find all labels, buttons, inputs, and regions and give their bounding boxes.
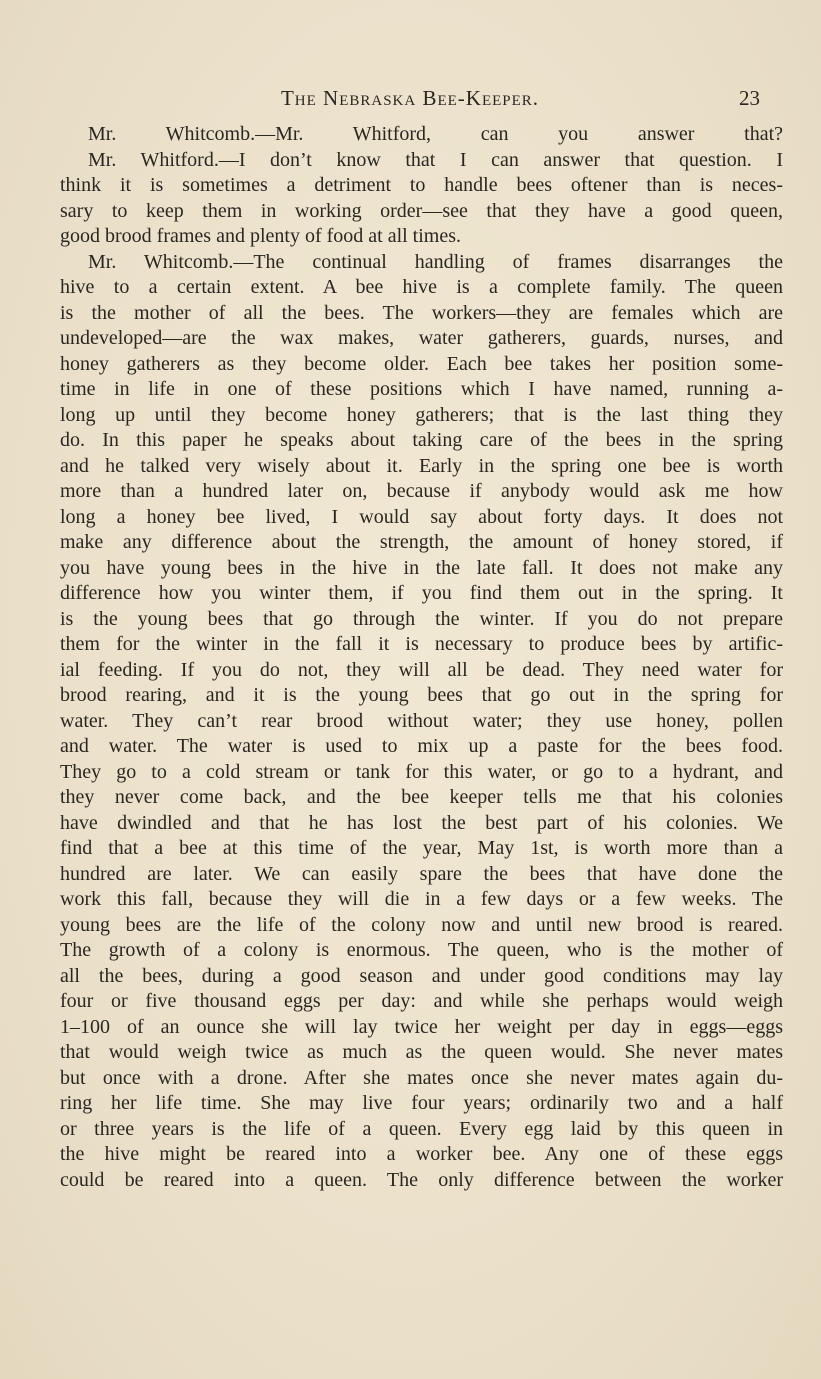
text-line: Mr. Whitcomb.—Mr. Whitford, can you answer that? <box>88 123 783 145</box>
text-line: good brood frames and plenty of food at all times. <box>60 225 462 247</box>
text-line: water. They can’t rear brood without water; they use honey, pollen <box>60 709 783 732</box>
text-line: find that a bee at this time of the year, May 1st, is worth more than a <box>60 837 783 859</box>
text-line: ial feeding. If you do not, they will all be dead. They need water for <box>60 658 783 681</box>
text-line: sary to keep them in working order—see that they have a good queen, <box>60 199 783 222</box>
page-number: 23 <box>739 86 760 110</box>
text-line: all the bees, during a good season and under good conditions may lay <box>60 964 783 987</box>
text-line: ring her life time. She may live four years; ordinarily two and a half <box>60 1092 783 1114</box>
text-line: is the mother of all the bees. The workers—they are females which are <box>60 301 783 324</box>
text-line: time in life in one of these positions which I have named, running a- <box>60 378 783 400</box>
text-line: that would weigh twice as much as the queen would. She never mates <box>60 1041 783 1063</box>
text-line: undeveloped—are the wax makes, water gatherers, guards, nurses, and <box>60 327 783 349</box>
running-title: The Nebraska Bee-Keeper. <box>280 86 540 110</box>
text-line: Mr. Whitford.—I don’t know that I can answer that question. I <box>88 148 783 171</box>
text-line: the hive might be reared into a worker bee. Any one of these eggs <box>60 1143 783 1165</box>
text-line: do. In this paper he speaks about taking care of the bees in the spring <box>60 429 783 451</box>
text-line: honey gatherers as they become older. Each bee takes her position some- <box>60 352 783 375</box>
text-line: work this fall, because they will die in a few days or a few weeks. The <box>60 888 783 910</box>
text-line: they never come back, and the bee keeper tells me that his colonies <box>60 786 783 808</box>
text-line: and he talked very wisely about it. Early in the spring one bee is worth <box>60 454 783 477</box>
text-line: and water. The water is used to mix up a paste for the bees food. <box>60 735 783 757</box>
text-line: long up until they become honey gatherers; that is the last thing they <box>60 403 783 426</box>
text-line: 1–100 of an ounce she will lay twice her weight per day in eggs—eggs <box>60 1015 783 1038</box>
text-line: brood rearing, and it is the young bees that go out in the spring for <box>60 684 783 706</box>
text-line: have dwindled and that he has lost the best part of his colonies. We <box>60 811 783 834</box>
running-head <box>60 86 760 114</box>
text-line: make any difference about the strength, the amount of honey stored, if <box>60 531 783 553</box>
text-line: difference how you winter them, if you find them out in the spring. It <box>60 582 783 604</box>
text-line: you have young bees in the hive in the late fall. It does not make any <box>60 556 783 579</box>
text-line: or three years is the life of a queen. Every egg laid by this queen in <box>60 1117 783 1140</box>
text-line: more than a hundred later on, because if anybody would ask me how <box>60 480 783 502</box>
text-line: think it is sometimes a detriment to handle bees oftener than is neces- <box>60 174 783 196</box>
text-line: four or five thousand eggs per day: and while she perhaps would weigh <box>60 990 783 1012</box>
body-text <box>60 122 783 1193</box>
text-line: but once with a drone. After she mates once she never mates again du- <box>60 1066 783 1089</box>
text-line: The growth of a colony is enormous. The queen, who is the mother of <box>60 939 783 961</box>
text-line: them for the winter in the fall it is necessary to produce bees by artific- <box>60 633 783 655</box>
text-line: They go to a cold stream or tank for this water, or go to a hydrant, and <box>60 760 783 783</box>
text-line: hundred are later. We can easily spare the bees that have done the <box>60 862 783 885</box>
text-line: Mr. Whitcomb.—The continual handling of frames disarranges the <box>88 250 783 273</box>
text-line: hive to a certain extent. A bee hive is a complete family. The queen <box>60 276 783 298</box>
text-line: young bees are the life of the colony now and until new brood is reared. <box>60 913 783 936</box>
text-line: could be reared into a queen. The only difference between the worker <box>60 1168 783 1191</box>
text-line: is the young bees that go through the winter. If you do not prepare <box>60 607 783 630</box>
text-line: long a honey bee lived, I would say about forty days. It does not <box>60 505 783 528</box>
